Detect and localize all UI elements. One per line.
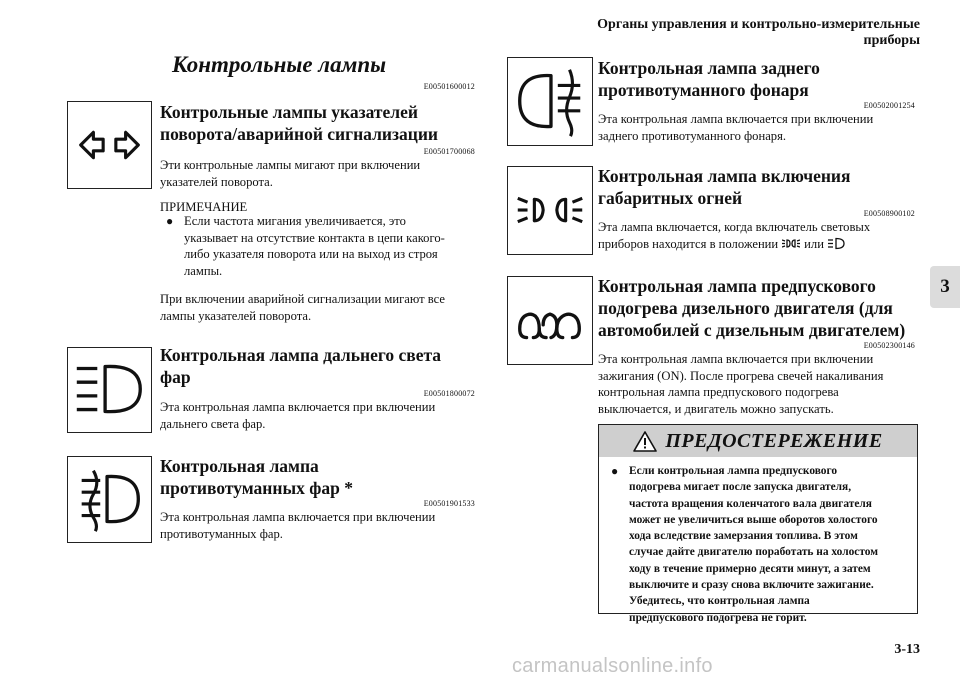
turn-signal-heading-line2: поворота/аварийной сигнализации xyxy=(160,124,439,144)
turn-signal-code: E00501700068 xyxy=(423,147,475,156)
glow-plug-heading-line2: подогрева дизельного двигателя (для xyxy=(598,298,893,318)
text-line: контрольная лампа предпускового подогрева xyxy=(598,385,839,399)
watermark: carmanualsonline.info xyxy=(512,655,713,677)
small-headlamp-icon xyxy=(828,237,846,250)
glow-plug-heading-line1: Контрольная лампа предпускового xyxy=(598,276,876,296)
chapter-tab[interactable] xyxy=(930,266,960,308)
turn-signal-heading-line1: Контрольные лампы указателей xyxy=(160,102,418,122)
warning-title: ПРЕДОСТЕРЕЖЕНИЕ xyxy=(665,429,883,452)
note-block xyxy=(166,213,491,279)
glow-plug-code: E00502300146 xyxy=(863,341,915,350)
position-lamp-text xyxy=(598,219,928,252)
high-beam-icon-box xyxy=(67,347,152,433)
text-fragment: или xyxy=(804,236,824,251)
warning-body xyxy=(599,457,917,626)
rear-fog-heading-line1: Контрольная лампа заднего xyxy=(598,58,820,78)
text-line: При включении аварийной сигнализации мигают все xyxy=(160,292,445,306)
high-beam-heading-line1: Контрольная лампа дальнего света xyxy=(160,345,442,365)
warning-triangle-icon xyxy=(633,431,657,452)
front-fog-icon-box xyxy=(67,456,152,543)
turn-signal-heading xyxy=(160,101,480,145)
text-line: случае дайте двигателю поработать на холостом xyxy=(629,546,879,559)
text-line: дальнего света фар. xyxy=(160,416,266,431)
position-lamp-heading-line1: Контрольная лампа включения xyxy=(598,166,851,186)
position-lamp-icon-box xyxy=(507,166,593,255)
text-line: Эти контрольные лампы мигают при включении xyxy=(160,158,421,172)
position-lamp-code: E00508900102 xyxy=(863,209,915,218)
bullet: ● xyxy=(166,214,174,228)
rear-fog-icon-box xyxy=(507,57,593,146)
rear-fog-lamp-icon xyxy=(508,58,592,145)
text-line: указателей поворота. xyxy=(160,174,273,189)
bullet: ● xyxy=(611,464,619,478)
page-title: Контрольные лампы xyxy=(172,52,387,77)
text-fragment: приборов находится в положении xyxy=(598,236,779,251)
text-line: предпускового подогрева не горит. xyxy=(629,611,807,624)
front-fog-code: E00501901533 xyxy=(423,499,475,508)
front-fog-heading-line2: противотуманных фар * xyxy=(160,478,353,498)
text-line: Эта контрольная лампа включается при включении xyxy=(160,400,436,414)
text-line: Эта контрольная лампа включается при включении xyxy=(160,510,436,524)
rear-fog-heading-line2: противотуманного фонаря xyxy=(598,80,809,100)
text-line: Если контрольная лампа предпускового xyxy=(629,465,838,477)
glow-plug-icon-box xyxy=(507,276,593,365)
text-line: выключается, и двигатель можно запускать. xyxy=(598,401,834,416)
text-line: указывает на отсутствие контакта в цепи какого- xyxy=(184,230,445,245)
small-position-lamp-icon xyxy=(782,237,800,250)
text-line: заднего противотуманного фонаря. xyxy=(598,128,787,143)
page-number: 3-13 xyxy=(894,642,920,657)
hazard-text xyxy=(160,291,490,324)
note-item xyxy=(166,213,491,279)
high-beam-icon xyxy=(68,348,151,432)
text-line: Эта лампа включается, когда включатель световых xyxy=(598,220,871,234)
warning-box xyxy=(598,424,918,624)
text-line: противотуманных фар. xyxy=(160,526,283,541)
text-line: хода вследствие замерзания топлива. В этом xyxy=(629,530,858,543)
turn-signal-arrows-icon xyxy=(68,102,151,188)
front-fog-heading xyxy=(160,455,480,499)
text-line: Если частота мигания увеличивается, это xyxy=(184,214,406,228)
chapter-tab-number: 3 xyxy=(940,276,950,297)
position-lamp-heading xyxy=(598,165,918,209)
turn-signal-icon-box xyxy=(67,101,152,189)
rear-fog-heading xyxy=(598,57,918,101)
text-line: ходу в течение примерно десяти минут, а затем xyxy=(629,562,871,575)
page-title-code: E00501600012 xyxy=(423,82,475,91)
warning-header xyxy=(599,425,917,457)
text-line-with-symbols xyxy=(598,236,928,253)
glow-plug-heading-line3: автомобилей с дизельным двигателем) xyxy=(598,320,906,340)
turn-signal-text xyxy=(160,157,490,190)
warning-text xyxy=(629,463,878,626)
text-line: подогрева мигает после запуска двигателя, xyxy=(629,481,852,494)
text-line: Убедитесь, что контрольная лампа xyxy=(629,595,810,608)
glow-plug-heading xyxy=(598,275,923,341)
high-beam-code: E00501800072 xyxy=(423,389,475,398)
text-line: лампы. xyxy=(184,263,223,278)
front-fog-lamp-icon xyxy=(68,457,151,542)
glow-plug-text xyxy=(598,351,928,417)
position-lamp-icon xyxy=(508,167,592,254)
text-line: либо указателя поворота или на выход из строя xyxy=(184,247,438,261)
text-line: выключите и сразу снова включите зажигание. xyxy=(629,579,874,592)
glow-plug-icon xyxy=(508,277,592,364)
high-beam-heading-line2: фар xyxy=(160,367,191,387)
high-beam-text xyxy=(160,399,490,432)
position-lamp-heading-line2: габаритных огней xyxy=(598,188,743,208)
text-line: зажигания (ON). После прогрева свечей накаливания xyxy=(598,368,884,383)
rear-fog-text xyxy=(598,111,928,144)
front-fog-heading-line1: Контрольная лампа xyxy=(160,456,319,476)
text-line: может не увеличиться выше оборотов холостого xyxy=(629,513,878,526)
rear-fog-code: E00502001254 xyxy=(863,101,915,110)
running-header: Органы управления и контрольно-измерительные приборы xyxy=(597,17,920,48)
text-line: Эта контрольная лампа включается при включении xyxy=(598,112,874,126)
text-line: лампы указателей поворота. xyxy=(160,308,312,323)
note-label: ПРИМЕЧАНИЕ xyxy=(160,200,248,214)
text-line: Эта контрольная лампа включается при включении xyxy=(598,352,874,366)
text-line: частота вращения коленчатого вала двигателя xyxy=(629,497,872,510)
high-beam-heading xyxy=(160,344,480,388)
front-fog-text xyxy=(160,509,490,542)
